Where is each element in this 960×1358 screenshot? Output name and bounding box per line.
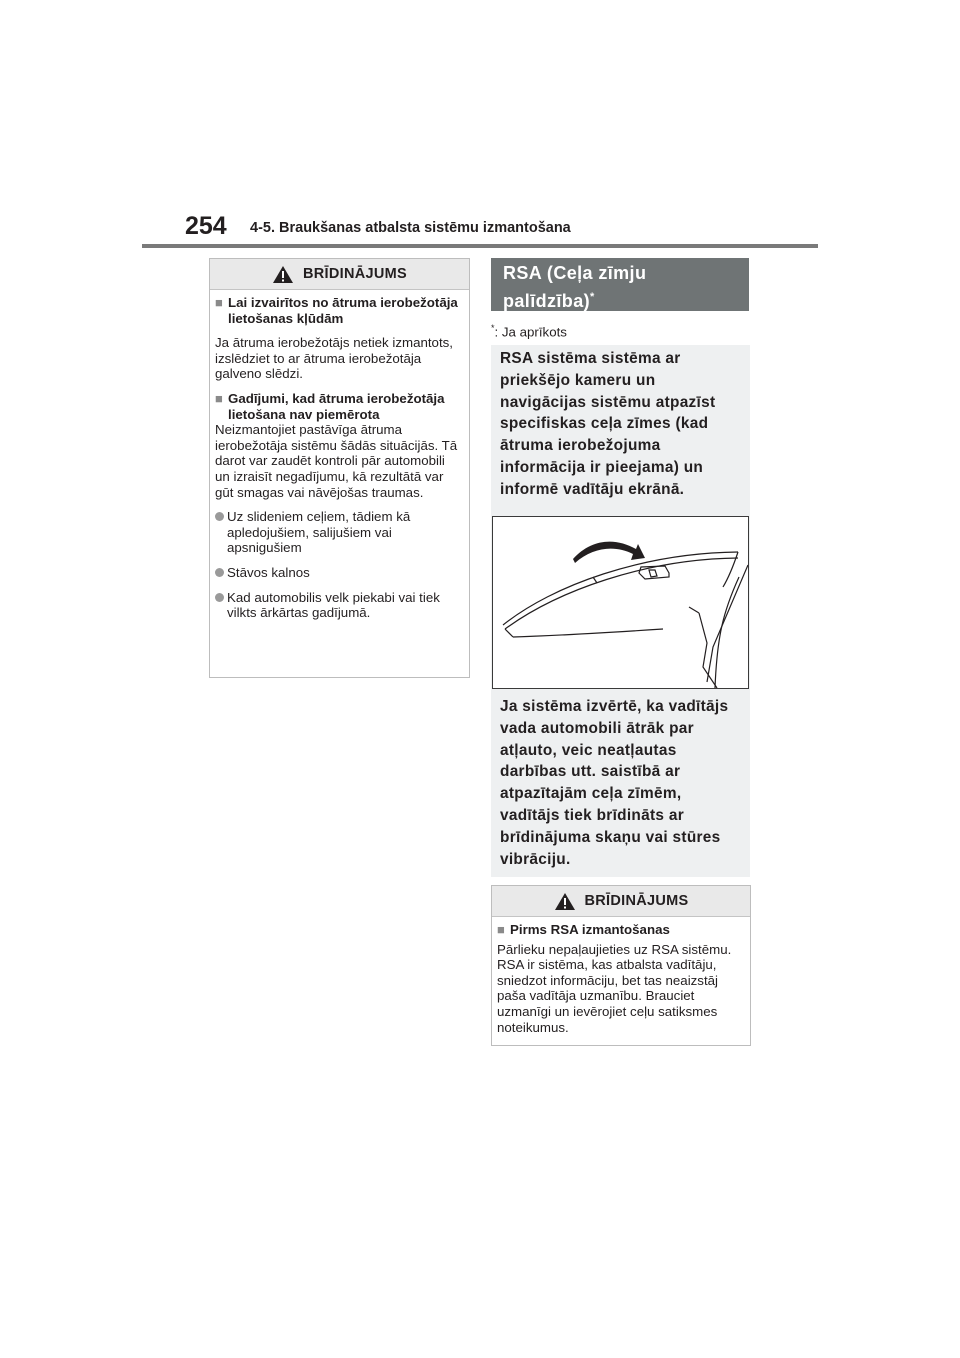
footnote-mark: * bbox=[590, 291, 595, 303]
warning-title: BRĪDINĀJUMS bbox=[303, 266, 407, 282]
square-bullet-icon: ■ bbox=[215, 295, 223, 310]
warning-title: BRĪDINĀJUMS bbox=[584, 893, 689, 909]
rsa-warning-text: Ja sistēma izvērtē, ka vadītājs vada automobili ātrāk par atļauto, veic neatļautas darbības utt. saistībā ar atpazītajām ceļa zīmēm, vadītājs tiek brīdināts ar brīdinājuma skaņu vai stūres vibrāciju. bbox=[500, 698, 729, 868]
header-rule bbox=[142, 244, 818, 248]
list-item: Uz slideniem ceļiem, tādiem kā apledojušiem, salijušiem vai apsnigušiem bbox=[215, 509, 463, 556]
square-bullet-icon: ■ bbox=[497, 922, 505, 937]
rsa-intro-text: RSA sistēma sistēma ar priekšējo kameru un navigācijas sistēmu atpazīst specifiskas ceļa zīmes (kad ātruma ierobežojuma informācija ir pieejama) un informē vadītāju ekrānā. bbox=[500, 350, 716, 498]
list-item: Kad automobilis velk piekabi vai tiek vilkts ārkārtas gadījumā. bbox=[215, 590, 463, 621]
chapter-title: 4-5. Braukšanas atbalsta sistēmu izmantošana bbox=[250, 220, 571, 236]
circle-bullet-icon bbox=[215, 509, 227, 556]
warning-header bbox=[492, 886, 750, 917]
warning-box-rsa bbox=[491, 885, 751, 1046]
warning-paragraph: Neizmantojiet pastāvīga ātruma ierobežotāja sistēmu šādās situācijās. Tā darot var zaudēt kontroli pār automobili un izraisīt negadījumu, kā rezultātā var gūt smagas vai nāvējošas traumas. bbox=[215, 422, 458, 500]
page-number: 254 bbox=[185, 212, 227, 240]
list-item: Stāvos kalnos bbox=[215, 565, 463, 581]
warning-heading: Lai izvairītos no ātruma ierobežotāja lietošanas kļūdām bbox=[228, 295, 458, 326]
circle-bullet-icon bbox=[215, 565, 227, 581]
circle-bullet-icon bbox=[215, 590, 227, 621]
warning-header bbox=[210, 259, 469, 290]
windshield-camera-illustration bbox=[492, 516, 749, 689]
section-title: RSA (Ceļa zīmju palīdzība)* bbox=[491, 258, 749, 311]
warning-triangle-icon bbox=[554, 892, 576, 911]
warning-heading: Gadījumi, kad ātruma ierobežotāja lietošana nav piemērota bbox=[228, 390, 445, 422]
warning-triangle-icon bbox=[272, 265, 294, 284]
footnote: *: Ja aprīkots bbox=[491, 323, 567, 340]
warning-paragraph: Pārlieku nepaļaujieties uz RSA sistēmu. RSA ir sistēma, kas atbalsta vadītāju, sniedzot informāciju, bet tas neaizstāj paša vadītāja uzmanību. Brauciet uzmanīgi un ievērojiet ceļu satiksmes noteikumus. bbox=[497, 941, 732, 1035]
warning-box-speed-limiter bbox=[209, 258, 470, 678]
square-bullet-icon: ■ bbox=[215, 390, 223, 406]
windshield-camera-icon bbox=[493, 517, 748, 688]
warning-paragraph: Ja ātruma ierobežotājs netiek izmantots, izslēdziet to ar ātruma ierobežotāja galveno slēdzi. bbox=[215, 335, 453, 382]
warning-heading: Pirms RSA izmantošanas bbox=[510, 922, 670, 937]
